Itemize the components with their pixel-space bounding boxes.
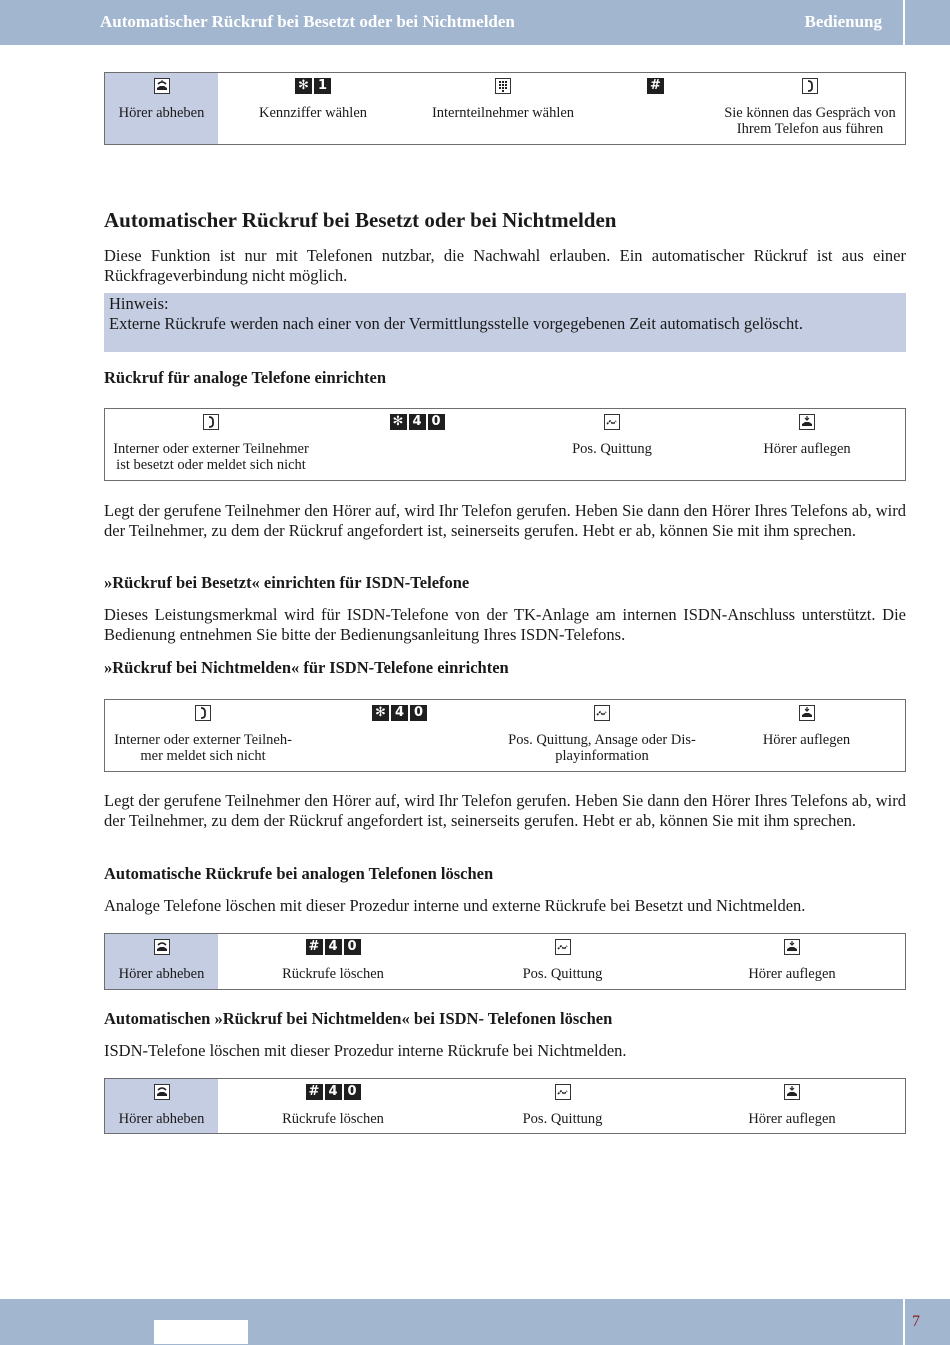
isdn-delete-text: ISDN-Telefone löschen mit dieser Prozedur interne Rückrufe bei Nichtmelden. bbox=[104, 1041, 627, 1060]
isdn-busy-text: Dieses Leistungsmerkmal wird für ISDN-Telefone von der TK-Anlage am internen ISDN-Anschluss unterstützt. Die Bedienung entnehmen Sie bitte der Bedienungsanleitung Ihres ISDN-Telefons. bbox=[104, 605, 906, 644]
isdn-noanswer-after-text: Legt der gerufene Teilnehmer den Hörer auf, wird Ihr Telefon gerufen. Heben Sie dann den Hörer Ihres Telefons ab, wird der Teilnehmer, zu dem der Rückruf angefordert ist, seinerseits gerufen. Hebt er ab, können Sie mit ihm sprechen. bbox=[104, 791, 906, 830]
key: ✻ bbox=[372, 705, 389, 721]
step-label: Hörer auflegen bbox=[763, 441, 851, 457]
step-label: Pos. Quittung bbox=[522, 1111, 603, 1127]
step-label: Sie können das Gespräch von Ihrem Telefon aus führen bbox=[724, 105, 896, 137]
analog-delete-heading: Automatische Rückrufe bei analogen Telefonen löschen bbox=[104, 864, 494, 883]
page-number: 7 bbox=[912, 1313, 920, 1330]
procedure-table-analog-setup bbox=[104, 408, 906, 481]
step-label: Rückrufe löschen bbox=[282, 966, 384, 982]
handset-lift-icon bbox=[154, 1084, 170, 1100]
key-sequence bbox=[306, 1084, 361, 1100]
step-label: Hörer auflegen bbox=[762, 732, 851, 748]
isdn-noanswer-heading: »Rückruf bei Nichtmelden« für ISDN-Telefone einrichten bbox=[104, 658, 509, 677]
procedure-step bbox=[448, 1079, 677, 1133]
key: 4 bbox=[325, 939, 342, 955]
isdn-busy-heading: »Rückruf bei Besetzt« einrichten für ISDN-Telefone bbox=[104, 573, 470, 592]
key-sequence bbox=[372, 705, 427, 721]
handset-lift-icon bbox=[154, 939, 170, 955]
note-text: Externe Rückrufe werden nach einer von der Vermittlungsstelle vorgegebenen Zeit automatisch gelöscht. bbox=[109, 313, 803, 333]
step-label: Pos. Quittung bbox=[572, 441, 652, 457]
key-sequence bbox=[306, 939, 361, 955]
page-footer bbox=[0, 1299, 950, 1345]
isdn-delete-heading: Automatischen »Rückruf bei Nichtmelden« bei ISDN- Telefonen löschen bbox=[104, 1009, 613, 1028]
step-label: Interner oder externer Teilnehmer ist besetzt oder meldet sich nicht bbox=[113, 441, 309, 473]
procedure-step bbox=[105, 1079, 218, 1133]
procedure-step bbox=[105, 409, 317, 480]
key: ✻ bbox=[295, 78, 312, 94]
key: # bbox=[647, 78, 664, 94]
procedure-step bbox=[301, 700, 498, 771]
procedure-table-isdn-noanswer bbox=[104, 699, 906, 772]
handset-hangup-icon bbox=[799, 414, 815, 430]
footer-divider bbox=[903, 1299, 905, 1345]
step-label: Interner oder externer Teilneh-mer meldet sich nicht bbox=[114, 732, 292, 764]
key: # bbox=[306, 939, 323, 955]
key: 0 bbox=[428, 414, 445, 430]
procedure-step bbox=[598, 73, 713, 144]
procedure-table-top bbox=[104, 72, 906, 145]
key: 0 bbox=[344, 1084, 361, 1100]
handset-hangup-icon bbox=[784, 1084, 800, 1100]
step-label: Kennziffer wählen bbox=[258, 105, 368, 121]
key-sequence bbox=[390, 414, 445, 430]
pos-quittung-icon bbox=[594, 705, 610, 721]
procedure-step bbox=[498, 700, 706, 771]
handset-hangup-icon bbox=[799, 705, 815, 721]
procedure-step bbox=[408, 73, 598, 144]
footer-decoration bbox=[154, 1320, 248, 1344]
step-label: Internteilnehmer wählen bbox=[431, 105, 575, 121]
ringing-phone-icon bbox=[203, 414, 219, 430]
procedure-step bbox=[677, 934, 907, 989]
key-sequence bbox=[295, 78, 331, 94]
procedure-table-isdn-delete bbox=[104, 1078, 906, 1134]
procedure-step bbox=[218, 934, 448, 989]
key: ✻ bbox=[390, 414, 407, 430]
key: 0 bbox=[344, 939, 361, 955]
ringing-phone-icon bbox=[195, 705, 211, 721]
step-label: Hörer abheben bbox=[118, 1111, 205, 1127]
step-label: Hörer abheben bbox=[118, 105, 205, 121]
keypad-icon bbox=[495, 78, 511, 94]
ringing-phone-icon bbox=[802, 78, 818, 94]
procedure-step bbox=[707, 409, 907, 480]
procedure-step bbox=[448, 934, 677, 989]
header-title: Automatischer Rückruf bei Besetzt oder bei Nichtmelden bbox=[100, 12, 515, 31]
intro-paragraph: Diese Funktion ist nur mit Telefonen nutzbar, die Nachwahl erlauben. Ein automatischer Rückruf ist aus einer Rückfrageverbindung nicht möglich. bbox=[104, 246, 906, 285]
key: # bbox=[306, 1084, 323, 1100]
header-divider bbox=[903, 0, 905, 45]
pos-quittung-icon bbox=[555, 1084, 571, 1100]
page-header bbox=[0, 0, 950, 45]
handset-lift-icon bbox=[154, 78, 170, 94]
step-label: Rückrufe löschen bbox=[282, 1111, 384, 1127]
handset-hangup-icon bbox=[784, 939, 800, 955]
analog-setup-heading: Rückruf für analoge Telefone einrichten bbox=[104, 368, 387, 387]
key-sequence bbox=[647, 78, 664, 94]
key: 0 bbox=[410, 705, 427, 721]
step-label: Hörer abheben bbox=[118, 966, 205, 982]
analog-setup-after-text: Legt der gerufene Teilnehmer den Hörer auf, wird Ihr Telefon gerufen. Heben Sie dann den Hörer Ihres Telefons ab, wird der Teilnehmer, zu dem der Rückruf angefordert ist, seinerseits gerufen. Hebt er ab, können Sie mit ihm sprechen. bbox=[104, 501, 906, 540]
step-label: Hörer auflegen bbox=[748, 1111, 836, 1127]
procedure-step bbox=[677, 1079, 907, 1133]
procedure-step bbox=[517, 409, 707, 480]
procedure-table-analog-delete bbox=[104, 933, 906, 990]
procedure-step bbox=[105, 700, 301, 771]
procedure-step bbox=[105, 934, 218, 989]
procedure-step bbox=[713, 73, 907, 144]
procedure-step bbox=[317, 409, 517, 480]
procedure-step bbox=[105, 73, 218, 144]
header-section: Bedienung bbox=[804, 12, 882, 31]
procedure-step bbox=[218, 1079, 448, 1133]
step-label: Hörer auflegen bbox=[748, 966, 836, 982]
key: 4 bbox=[391, 705, 408, 721]
analog-delete-text: Analoge Telefone löschen mit dieser Prozedur interne und externe Rückrufe bei Besetzt und Nichtmelden. bbox=[104, 896, 806, 915]
note-box bbox=[104, 293, 906, 352]
procedure-step bbox=[706, 700, 907, 771]
step-label: Pos. Quittung bbox=[522, 966, 603, 982]
section-title: Automatischer Rückruf bei Besetzt oder bei Nichtmelden bbox=[104, 208, 617, 232]
key: 1 bbox=[314, 78, 331, 94]
pos-quittung-icon bbox=[555, 939, 571, 955]
key: 4 bbox=[409, 414, 426, 430]
note-label: Hinweis: bbox=[109, 294, 169, 313]
step-label: Pos. Quittung, Ansage oder Dis-playinformation bbox=[508, 732, 696, 764]
pos-quittung-icon bbox=[604, 414, 620, 430]
procedure-step bbox=[218, 73, 408, 144]
key: 4 bbox=[325, 1084, 342, 1100]
